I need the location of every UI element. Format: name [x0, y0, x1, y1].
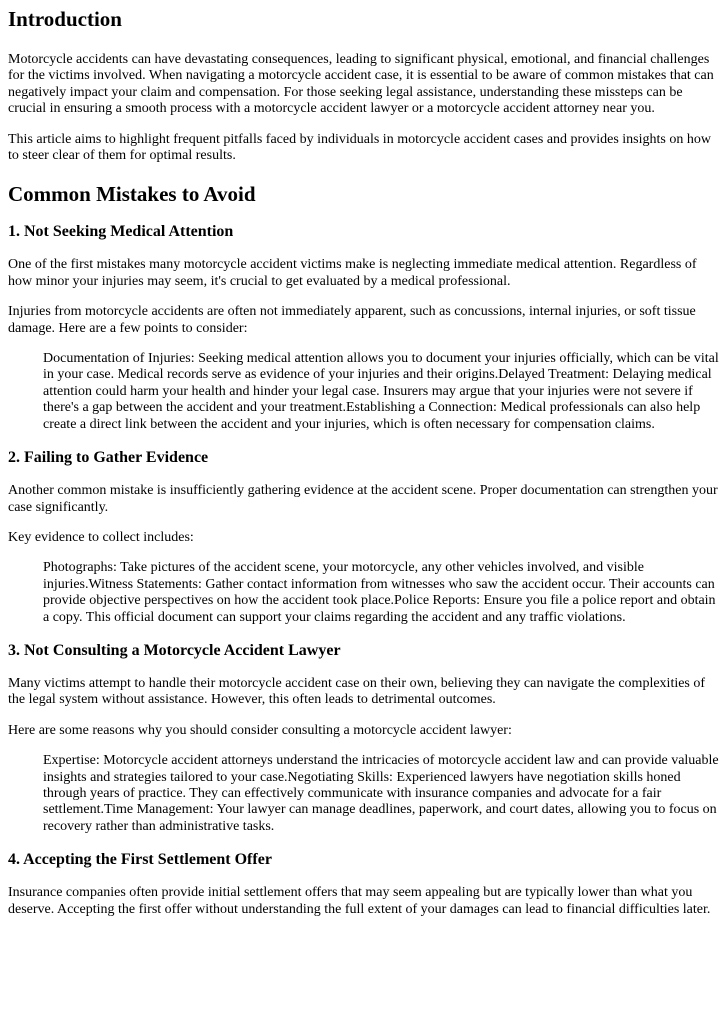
section-title: 2. Failing to Gather Evidence: [8, 449, 209, 467]
section-title: 3. Not Consulting a Motorcycle Accident Lawyer: [8, 641, 341, 659]
section-paragraph: Many victims attempt to handle their motorcycle accident case on their own, believing they can navigate the complexities of the legal system without assistance. However, this often leads to detrimental outcomes.: [8, 675, 706, 708]
section-paragraph: Key evidence to collect includes:: [8, 529, 194, 545]
section-paragraph: Another common mistake is insufficiently gathering evidence at the accident scene. Proper documentation can strengthen your case significantly.: [8, 483, 718, 515]
intro-paragraph: This article aims to highlight frequent pitfalls faced by individuals in motorcycle accident cases and provides insights on how to steer clear of them for optimal results.: [8, 131, 711, 164]
section-quote: Documentation of Injuries: Seeking medical attention allows you to document your injuries officially, which can be vital in your case. Medical records serve as evidence of your injuries and their origins.Delayed Treatment: Delaying medical attention could harm your health and hinder your legal case. Insurers may argue that your injuries were not severe if there's a gap between the accident and your treatment.Establishing a Connection: Medical professionals can also help create a direct link between the accident and your injuries, which is often necessary for compensation claims.: [43, 351, 719, 432]
intro-heading: Introduction: [8, 7, 122, 31]
section-paragraph: Insurance companies often provide initial settlement offers that may seem appealing but are typically lower than what you deserve. Accepting the first offer without understanding the full extent of your damages can lead to financial difficulties later.: [8, 885, 711, 917]
section-quote: Photographs: Take pictures of the accident scene, your motorcycle, any other vehicles involved, and visible injuries.Witness Statements: Gather contact information from witnesses who saw the accident occur. Their accounts can provide objective perspectives on how the accident took place.Police Reports: Ensure you file a police report and obtain a copy. This official document can support your claims regarding the accident and any traffic violations.: [43, 560, 716, 625]
mistakes-heading: Common Mistakes to Avoid: [8, 182, 256, 207]
section-paragraph: Here are some reasons why you should consider consulting a motorcycle accident lawyer:: [8, 722, 512, 738]
section-paragraph: Injuries from motorcycle accidents are often not immediately apparent, such as concussions, internal injuries, or soft tissue damage. Here are a few points to consider:: [8, 304, 696, 336]
section-title: 4. Accepting the First Settlement Offer: [8, 851, 272, 869]
intro-paragraph: Motorcycle accidents can have devastating consequences, leading to significant physical, emotional, and financial challenges for the victims involved. When navigating a motorcycle accident case, it is essential to be aware of common mistakes that can negatively impact your claim and compensation. For those seeking legal assistance, understanding these missteps can be crucial in ensuring a smooth process with a motorcycle accident lawyer or a motorcycle accident attorney near you.: [8, 52, 714, 117]
section-title: 1. Not Seeking Medical Attention: [8, 223, 234, 241]
section-quote: Expertise: Motorcycle accident attorneys understand the intricacies of motorcycle accident law and can provide valuable insights and strategies tailored to your case.Negotiating Skills: Experienced lawyers have negotiation skills honed through years of practice. They can effectively communicate with insurance companies and advocate for a fair settlement.Time Management: Your lawyer can manage deadlines, paperwork, and court dates, allowing you to focus on recovery rather than administrative tasks.: [43, 753, 719, 834]
article: [0, 6, 720, 918]
section-paragraph: One of the first mistakes many motorcycle accident victims make is neglecting immediate medical attention. Regardless of how minor your injuries may seem, it's crucial to get evaluated by a medical professional.: [8, 257, 697, 289]
